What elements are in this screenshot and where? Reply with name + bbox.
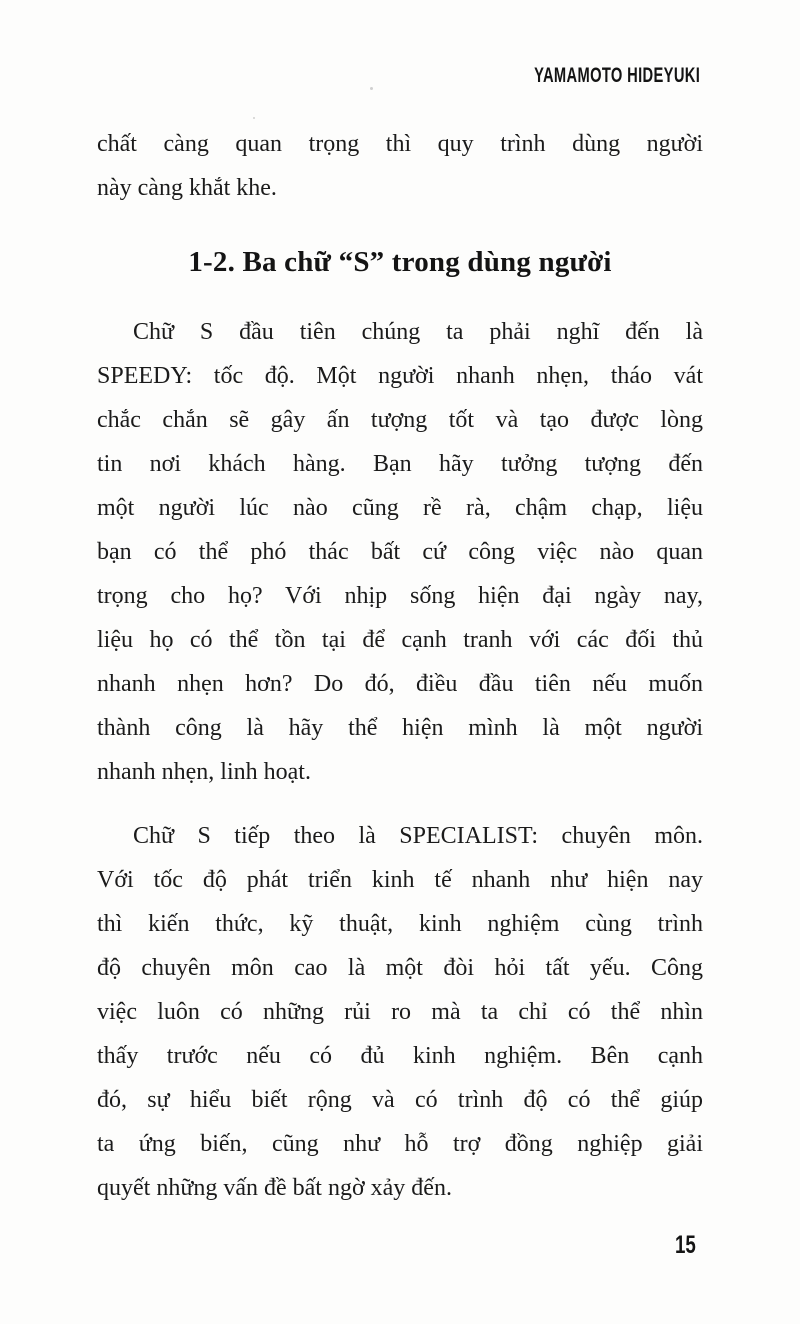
text-line: thấy trước nếu có đủ kinh nghiệm. Bên cạnh bbox=[97, 1043, 703, 1069]
text-line: chất càng quan trọng thì quy trình dùng người bbox=[97, 131, 703, 157]
text-line: này càng khắt khe. bbox=[97, 175, 277, 201]
text-line: SPEEDY: tốc độ. Một người nhanh nhẹn, tháo vát bbox=[97, 363, 703, 389]
page-number: 15 bbox=[675, 1231, 696, 1259]
text-line: Chữ S tiếp theo là SPECIALIST: chuyên môn. bbox=[133, 823, 703, 849]
opening-paragraph bbox=[97, 122, 703, 210]
scan-speck bbox=[253, 117, 255, 119]
text-line: chắc chắn sẽ gây ấn tượng tốt và tạo được lòng bbox=[97, 407, 703, 433]
text-line: quyết những vấn đề bất ngờ xảy đến. bbox=[97, 1175, 452, 1201]
text-line: liệu họ có thể tồn tại để cạnh tranh với các đối thủ bbox=[97, 627, 703, 653]
section-heading: 1-2. Ba chữ “S” trong dùng người bbox=[188, 246, 612, 278]
running-header-author: YAMAMOTO HIDEYUKI bbox=[533, 64, 700, 87]
text-line: tin nơi khách hàng. Bạn hãy tưởng tượng đến bbox=[97, 451, 703, 477]
text-line: nhanh nhẹn, linh hoạt. bbox=[97, 759, 311, 785]
text-line: Với tốc độ phát triển kinh tế nhanh như hiện nay bbox=[97, 867, 703, 893]
text-line: một người lúc nào cũng rề rà, chậm chạp, liệu bbox=[97, 495, 703, 521]
text-line: thì kiến thức, kỹ thuật, kinh nghiệm cùng trình bbox=[97, 911, 703, 937]
text-line: nhanh nhẹn hơn? Do đó, điều đầu tiên nếu muốn bbox=[97, 671, 703, 697]
paragraph-speedy bbox=[97, 310, 703, 794]
text-line: thành công là hãy thể hiện mình là một người bbox=[97, 715, 703, 741]
scan-speck bbox=[370, 87, 373, 90]
text-line: việc luôn có những rủi ro mà ta chỉ có thể nhìn bbox=[97, 999, 703, 1025]
text-line: trọng cho họ? Với nhịp sống hiện đại ngày nay, bbox=[97, 583, 703, 609]
text-line: bạn có thể phó thác bất cứ công việc nào quan bbox=[97, 539, 703, 565]
text-line: Chữ S đầu tiên chúng ta phải nghĩ đến là bbox=[133, 319, 703, 345]
paragraph-specialist bbox=[97, 814, 703, 1210]
text-line: độ chuyên môn cao là một đòi hỏi tất yếu. Công bbox=[97, 955, 703, 981]
text-line: ta ứng biến, cũng như hỗ trợ đồng nghiệp giải bbox=[97, 1131, 703, 1157]
page-text-block bbox=[97, 122, 703, 1210]
text-line: đó, sự hiểu biết rộng và có trình độ có thể giúp bbox=[97, 1087, 703, 1113]
